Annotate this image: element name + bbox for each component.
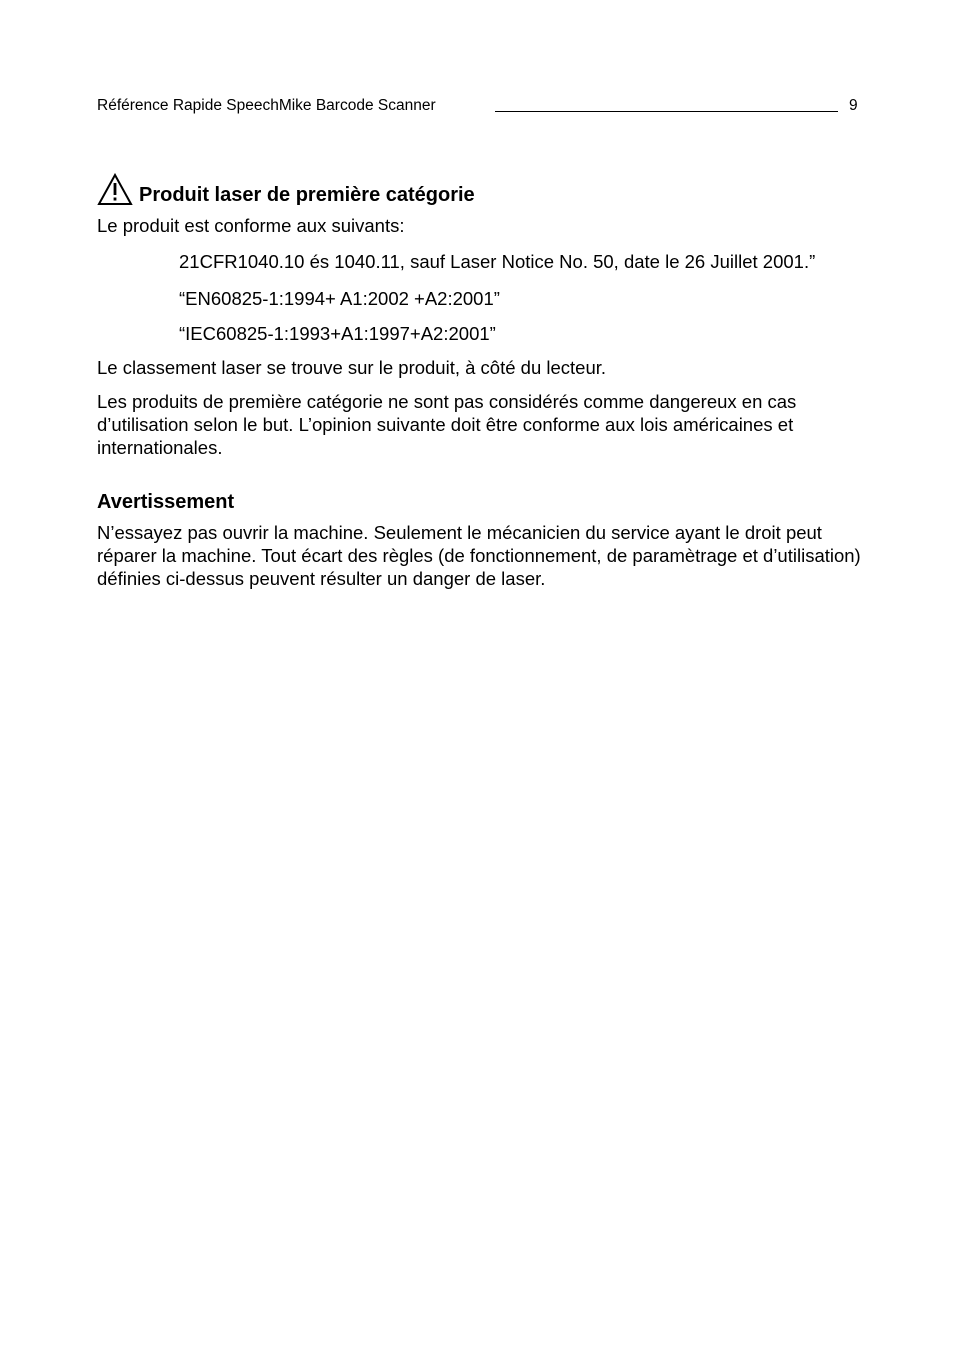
laser-section	[97, 173, 862, 459]
standard-item: “IEC60825-1:1993+A1:1997+A2:2001”	[179, 323, 496, 344]
running-header	[97, 96, 862, 116]
classification-text: Le classement laser se trouve sur le produit, à côté du lecteur.	[97, 357, 607, 378]
header-title: Référence Rapide SpeechMike Barcode Scanner	[97, 97, 436, 114]
document-page	[97, 96, 862, 590]
conformity-intro: Le produit est conforme aux suivants:	[97, 215, 405, 236]
standard-item: “EN60825-1:1994+ A1:2002 +A2:2001”	[179, 288, 500, 309]
laser-heading-text: Produit laser de première catégorie	[139, 184, 475, 206]
laser-section-heading	[97, 173, 862, 208]
standard-item: 21CFR1040.10 és 1040.11, sauf Laser Notice No. 50, date le 26 Juillet 2001.”	[179, 251, 816, 272]
warning-triangle-icon	[97, 173, 133, 207]
page-number: 9	[849, 97, 858, 114]
warning-section	[97, 489, 862, 590]
warning-text: N’essayez pas ouvrir la machine. Seulement le mécanicien du service ayant le droit peut réparer la machine. Tout écart des règles (de fonctionnement, de paramètrage et d’utilisation) définies ci-dessus peuvent résulter un danger de laser.	[97, 522, 861, 589]
header-rule	[495, 96, 838, 112]
warning-section-heading: Avertissement	[97, 491, 235, 513]
explanation-text: Les produits de première catégorie ne sont pas considérés comme dangereux en cas d’utilisation selon le but. L’opinion suivante doit être conforme aux lois américaines et internationales.	[97, 391, 797, 458]
